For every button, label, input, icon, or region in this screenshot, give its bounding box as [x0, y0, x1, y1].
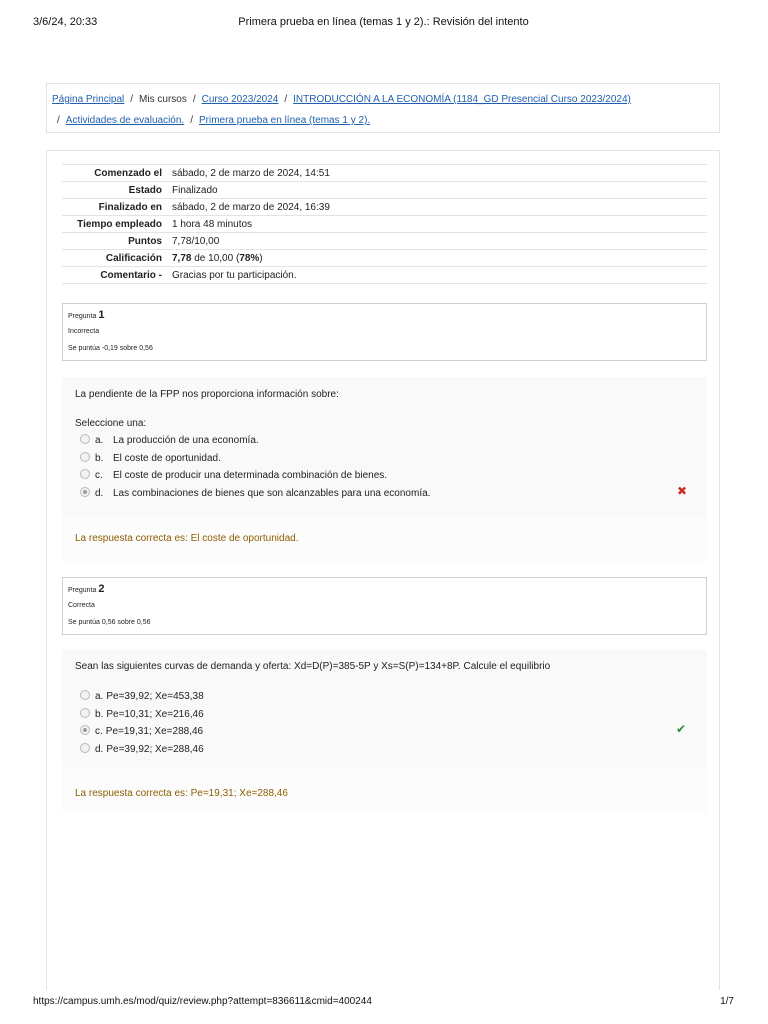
summary-label: Calificación — [105, 252, 162, 264]
summary-value: Finalizado — [172, 184, 218, 196]
option-text: Pe=39,92; Xe=453,38 — [106, 691, 204, 702]
breadcrumb-quiz-link[interactable]: Primera prueba en línea (temas 1 y 2). — [198, 115, 371, 126]
radio-button[interactable] — [80, 434, 90, 444]
breadcrumb-separator: / — [190, 115, 193, 126]
grade-points: 7,78 — [172, 252, 192, 264]
radio-button[interactable] — [80, 469, 90, 479]
summary-label: Comenzado el — [94, 167, 162, 179]
option-letter: d. — [95, 488, 104, 499]
summary-value: 7,78/10,00 — [172, 235, 220, 247]
question-number — [68, 308, 701, 324]
answer-option[interactable] — [80, 434, 259, 448]
summary-row — [62, 267, 707, 284]
question-state: Incorrecta — [68, 328, 100, 335]
answer-option-selected[interactable] — [80, 487, 430, 501]
radio-button-selected[interactable] — [80, 725, 90, 735]
print-footer — [33, 996, 734, 1010]
print-title: Primera prueba en línea (temas 1 y 2).: Revisión del intento — [238, 16, 529, 28]
grade-end: ) — [259, 252, 263, 264]
option-letter: b. — [95, 709, 104, 720]
option-letter: d. — [95, 744, 104, 755]
option-text: El coste de oportunidad. — [113, 453, 221, 464]
question-feedback — [62, 767, 707, 813]
option-letter: c. — [95, 726, 103, 737]
option-letter: b. — [95, 453, 104, 464]
summary-label: Comentario - — [100, 269, 162, 281]
question-number-value: 1 — [98, 309, 105, 321]
question-grade: Se puntúa -0,19 sobre 0,56 — [68, 345, 153, 352]
answer-option-selected[interactable] — [80, 725, 203, 739]
summary-row — [62, 182, 707, 199]
cross-icon: ✖ — [677, 484, 688, 498]
breadcrumb-my-courses: Mis cursos — [139, 94, 187, 105]
option-text: La producción de una economía. — [113, 435, 259, 446]
breadcrumb-course-year-link[interactable]: Curso 2023/2024 — [201, 94, 279, 105]
summary-row — [62, 250, 707, 267]
question-prompt: Seleccione una: — [75, 418, 147, 429]
question-feedback — [62, 516, 707, 562]
breadcrumb-separator: / — [192, 94, 196, 105]
summary-label: Tiempo empleado — [77, 218, 162, 230]
grade-percent: 78% — [239, 252, 260, 264]
answer-option[interactable] — [80, 452, 221, 466]
attempt-summary-table — [62, 164, 707, 284]
summary-value: 1 hora 48 minutos — [172, 218, 253, 230]
radio-button[interactable] — [80, 452, 90, 462]
question-number-value: 2 — [98, 583, 105, 595]
option-text: Pe=10,31; Xe=216,46 — [106, 709, 204, 720]
question-text: Sean las siguientes curvas de demanda y oferta: Xd=D(P)=385-5P y Xs=S(P)=134+8P. Calcule el equilibrio — [75, 661, 551, 672]
breadcrumb-activities-link[interactable]: Actividades de evaluación. — [65, 115, 185, 126]
summary-row — [62, 233, 707, 250]
option-letter: a. — [95, 435, 104, 446]
question-number — [68, 582, 701, 598]
breadcrumb-home-link[interactable]: Página Principal — [52, 94, 125, 105]
question-prefix: Pregunta — [68, 313, 97, 320]
answer-option[interactable] — [80, 743, 204, 757]
summary-value: Gracias por tu participación. — [172, 269, 297, 281]
summary-row — [62, 199, 707, 216]
summary-row — [62, 165, 707, 182]
correct-answer-text: La respuesta correcta es: Pe=19,31; Xe=288,46 — [75, 788, 288, 799]
radio-button[interactable] — [80, 690, 90, 700]
check-icon: ✔ — [676, 722, 687, 736]
summary-value: sábado, 2 de marzo de 2024, 14:51 — [172, 167, 330, 179]
question-1-content — [62, 377, 707, 562]
breadcrumb-separator: / — [57, 115, 60, 126]
question-2-info — [62, 577, 707, 635]
radio-button[interactable] — [80, 708, 90, 718]
radio-button-selected[interactable] — [80, 487, 90, 497]
grade-mid: de 10,00 ( — [191, 252, 240, 264]
option-text: Pe=39,92; Xe=288,46 — [106, 744, 204, 755]
breadcrumb — [46, 83, 720, 133]
print-date: 3/6/24, 20:33 — [33, 16, 98, 28]
answer-option[interactable] — [80, 690, 204, 704]
print-header — [33, 16, 734, 30]
answer-option[interactable] — [80, 708, 204, 722]
breadcrumb-separator: / — [130, 94, 134, 105]
question-state: Correcta — [68, 602, 95, 609]
print-url: https://campus.umh.es/mod/quiz/review.php?attempt=836611&cmid=400244 — [33, 996, 372, 1007]
summary-label: Puntos — [128, 235, 162, 247]
question-1-info — [62, 303, 707, 361]
radio-button[interactable] — [80, 743, 90, 753]
summary-row — [62, 216, 707, 233]
option-letter: c. — [95, 470, 103, 481]
breadcrumb-separator: / — [284, 94, 288, 105]
correct-answer-text: La respuesta correcta es: El coste de oportunidad. — [75, 533, 299, 544]
option-text: El coste de producir una determinada combinación de bienes. — [113, 470, 388, 481]
question-text: La pendiente de la FPP nos proporciona información sobre: — [75, 389, 339, 400]
grade-value — [172, 250, 707, 267]
question-grade: Se puntúa 0,56 sobre 0,56 — [68, 619, 151, 626]
question-prefix: Pregunta — [68, 587, 97, 594]
answer-option[interactable] — [80, 469, 387, 483]
question-2-content — [62, 650, 707, 813]
option-text: Las combinaciones de bienes que son alcanzables para una economía. — [113, 488, 431, 499]
summary-label: Finalizado en — [98, 201, 162, 213]
page-number: 1/7 — [720, 996, 734, 1007]
breadcrumb-course-link[interactable]: INTRODUCCIÓN A LA ECONOMÍA (1184_GD Presencial Curso 2023/2024) — [293, 94, 631, 105]
summary-value: sábado, 2 de marzo de 2024, 16:39 — [172, 201, 330, 213]
summary-label: Estado — [128, 184, 162, 196]
option-letter: a. — [95, 691, 104, 702]
option-text: Pe=19,31; Xe=288,46 — [105, 726, 204, 737]
